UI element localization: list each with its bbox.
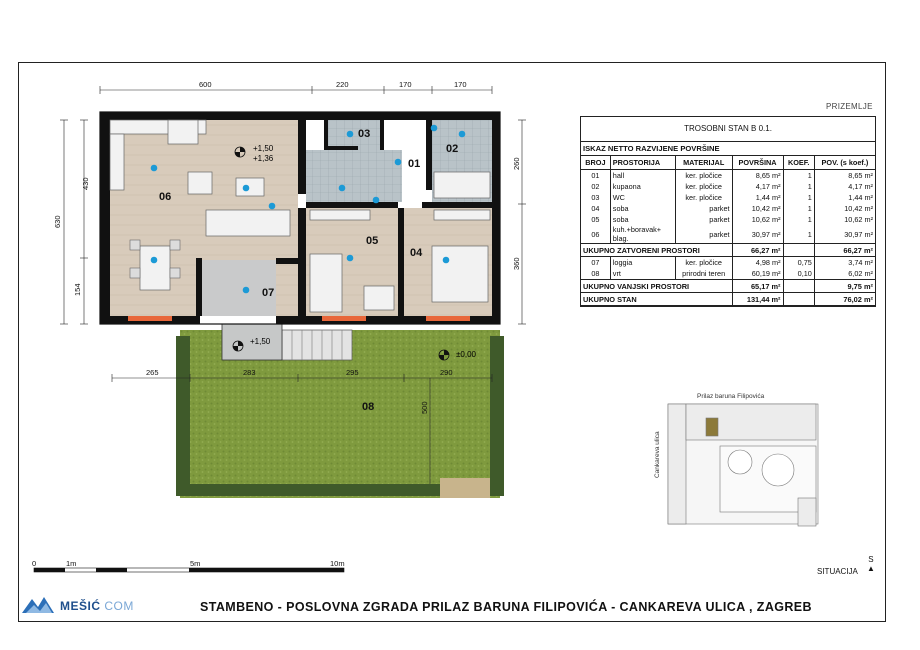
logo-mark-icon [20,593,56,615]
map-street-b: Cankareva ulica [654,431,661,478]
north-arrow-icon: ▲ [867,564,875,573]
cell: 1 [783,192,814,203]
level-b: +1,36 [253,154,274,163]
table-row [581,257,875,269]
scale-5m: 5m [190,559,201,568]
sum-weighted: 66,27 m² [814,244,875,257]
sum-label: UKUPNO ZATVORENI PROSTORI [581,244,732,257]
sum-row-total [581,293,875,306]
situation-label: SITUACIJA [817,567,858,576]
cell: 0,75 [783,257,814,269]
cell: 30,97 m² [814,225,875,244]
cell: WC [610,192,675,203]
cell: 4,17 m² [732,181,783,192]
logo-sub: COM [104,599,134,613]
table-row [581,192,875,203]
cell: 08 [591,269,600,278]
north-label: S [868,555,874,564]
sum-weighted: 9,75 m² [814,280,875,293]
cell: kuh.+boravak+ blag. [610,225,675,244]
cell: ker. pločice [675,192,732,203]
cell: soba [610,214,675,225]
map-street-a: Prilaz baruna Filipovića [697,393,765,400]
sum-label: UKUPNO VANJSKI PROSTORI [581,280,732,293]
table-row [581,214,875,225]
scale-bar [34,568,344,572]
armchair [188,172,212,194]
cell: 07 [591,258,600,267]
cell: 01 [591,171,600,180]
dim-top-3: 170 [399,80,412,89]
cell: 05 [591,215,600,224]
cell: 1 [783,203,814,214]
col-header: BROJ [581,156,610,170]
cell: 10,42 m² [732,203,783,214]
bed-05 [310,254,342,312]
table-row [581,170,875,182]
cell: 02 [591,182,600,191]
bed-04 [432,246,488,302]
scale-1m: 1m [66,559,77,568]
cell: loggia [610,257,675,269]
cell: parket [675,214,732,225]
scale-0: 0 [32,559,37,568]
cell: 10,42 m² [814,203,875,214]
bathtub [434,172,490,198]
cell: vrt [610,268,675,280]
table-subtitle: ISKAZ NETTO RAZVIJENE POVRŠINE [581,142,875,156]
dining-table [140,246,170,290]
col-header: POV. (s koef.) [814,156,875,170]
room-label-01: 01 [408,158,421,170]
table-row [581,225,875,244]
wardrobe-05 [310,210,370,220]
sofa [206,210,290,236]
north-arrow [867,555,875,573]
sum-weighted: 76,02 m² [814,293,875,306]
cell: 30,97 m² [732,225,783,244]
col-header: MATERIJAL [675,156,732,170]
dim-garden-5: 500 [420,401,429,414]
dim-top-4: 170 [454,80,467,89]
dim-left-3: 154 [73,283,82,296]
sum-row-closed [581,244,875,257]
cell: soba [610,203,675,214]
cell: 4,98 m² [732,257,783,269]
cell: 1,44 m² [732,192,783,203]
cell: prirodni teren [675,268,732,280]
dim-garden-2: 283 [243,368,256,377]
cell: kupaona [610,181,675,192]
cell: 06 [591,229,600,239]
logo-text [60,599,134,613]
dim-left-1: 430 [81,177,90,190]
table-row [581,268,875,280]
level-a: +1,50 [253,144,274,153]
col-header: KOEF. [783,156,814,170]
dim-top-2: 220 [336,80,349,89]
cell: parket [675,225,732,244]
cell: ker. pločice [675,257,732,269]
scale-10m: 10m [330,559,345,568]
room-03-floor [328,120,380,150]
company-logo [20,593,160,619]
cell: 1,44 m² [814,192,875,203]
dim-garden-3: 295 [346,368,359,377]
room-label-06: 06 [159,191,172,203]
room-label-04: 04 [410,247,423,259]
table-title: TROSOBNI STAN B 0.1. [581,117,875,142]
kitchen-side [110,134,124,190]
coffee-table [236,178,264,196]
cell: 1 [783,225,814,244]
dim-top-1: 600 [199,80,212,89]
logo-main: MEŠIĆ [60,599,101,613]
col-header: POVRŠINA [732,156,783,170]
table-row [581,181,875,192]
cell: 3,74 m² [814,257,875,269]
cell: 60,19 m² [732,268,783,280]
cell: 10,62 m² [814,214,875,225]
desk-05 [364,286,394,310]
site-map [668,404,818,526]
room-label-03: 03 [358,128,371,140]
dim-garden-1: 265 [146,368,159,377]
area-table [580,116,876,307]
sum-row-open [581,280,875,293]
sum-area: 131,44 m² [732,293,783,306]
level-label: PRIZEMLJE [826,102,873,111]
table-header-row [581,156,875,170]
stairs [282,330,352,360]
shower [168,120,198,144]
cell: hall [610,170,675,182]
cell: 1 [783,181,814,192]
cell: ker. pločice [675,181,732,192]
dim-right-1: 260 [512,157,521,170]
level-d: ±0,00 [456,350,476,359]
project-title: STAMBENO - POSLOVNA ZGRADA PRILAZ BARUNA FILIPOVIĆA - CANKAREVA ULICA , ZAGREB [200,600,812,614]
cell: 04 [591,204,600,213]
cell: 10,62 m² [732,214,783,225]
level-c: +1,50 [250,337,271,346]
cell: 1 [783,170,814,182]
col-header: PROSTORIJA [610,156,675,170]
room-label-07: 07 [262,287,275,299]
cell: 03 [591,193,600,202]
table-row [581,203,875,214]
cell: 0,10 [783,268,814,280]
wardrobe-04 [434,210,490,220]
room-01-floor [306,150,402,202]
cell: 8,65 m² [814,170,875,182]
room-label-08: 08 [362,401,375,413]
cell: 8,65 m² [732,170,783,182]
dim-left-2: 630 [53,215,62,228]
dim-right-2: 360 [512,257,521,270]
sum-label: UKUPNO STAN [581,293,732,306]
dim-garden-4: 290 [440,368,453,377]
sum-area: 66,27 m² [732,244,783,257]
cell: 1 [783,214,814,225]
cell: 4,17 m² [814,181,875,192]
room-label-02: 02 [446,143,459,155]
sum-area: 65,17 m² [732,280,783,293]
room-label-05: 05 [366,235,379,247]
cell: ker. pločice [675,170,732,182]
cell: parket [675,203,732,214]
cell: 6,02 m² [814,268,875,280]
